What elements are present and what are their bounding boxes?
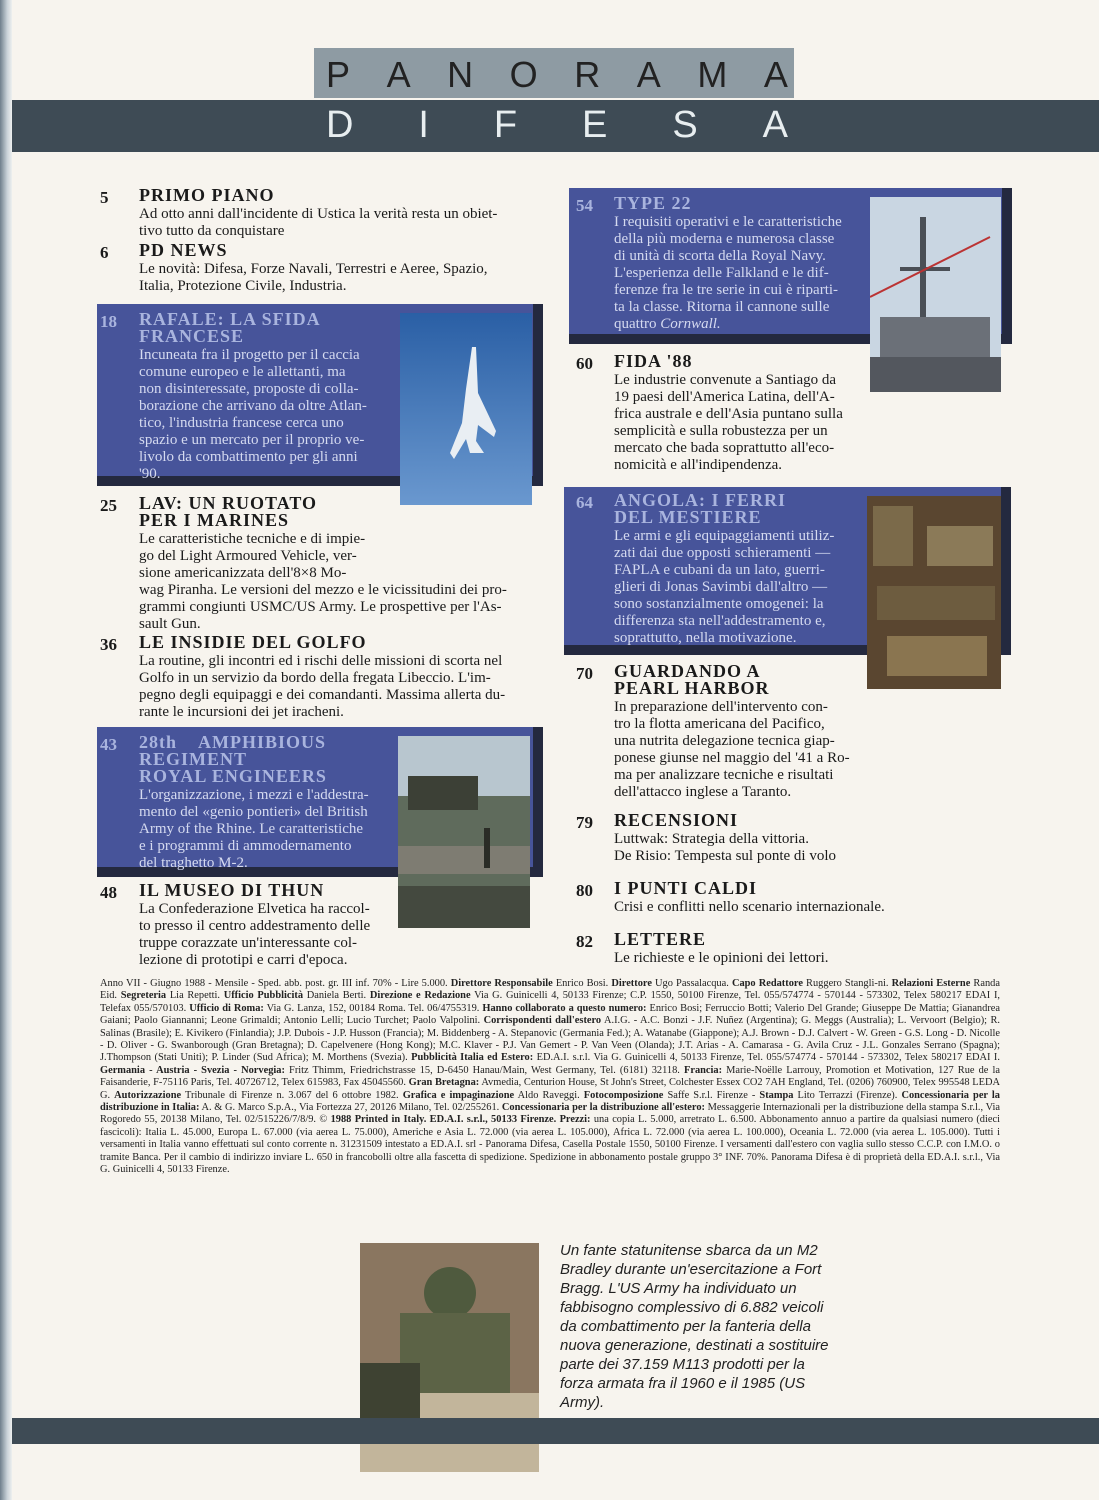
- credits-label: 1988 Printed in Italy. ED.A.I. s.r.l., 50133 Firenze. Prezzi:: [330, 1114, 591, 1126]
- credits-text: Lia Repetti.: [166, 990, 224, 1002]
- entry-title: ROYAL ENGINEERS: [139, 766, 327, 786]
- entry-description-line: livolo da combattimento per gli anni: [139, 449, 358, 465]
- credits-label: Segreteria: [120, 990, 167, 1002]
- entry-description-line: lezione di prototipi e carri d'epoca.: [139, 952, 348, 968]
- credits-label: Germania - Austria - Svezia - Norvegia:: [100, 1064, 285, 1076]
- entry-page-number: 43: [100, 735, 117, 754]
- masthead-letter: A: [762, 104, 788, 146]
- credits-label: Gran Bretagna:: [408, 1077, 480, 1089]
- entry-description-line: In preparazione dell'intervento con-: [614, 699, 828, 715]
- rafale-jet-photo: [400, 313, 532, 505]
- masthead-letter: R: [574, 54, 601, 95]
- entry-title: ANGOLA: I FERRI: [614, 490, 787, 510]
- entry-description-line: wag Piranha. Le versioni del mezzo e le vicissitudini dei pro-: [139, 582, 507, 598]
- entry-title: RECENSIONI: [614, 810, 739, 830]
- entry-description-line: tivo tutto da conquistare: [139, 223, 285, 239]
- entry-page-number: 48: [100, 883, 117, 902]
- credits-label: Hanno collaborato a questo numero:: [482, 1002, 647, 1014]
- masthead-letter: N: [447, 54, 474, 95]
- entry-description-line: truppe corazzate un'interessante col-: [139, 935, 358, 951]
- entry-description-line: Le caratteristiche tecniche e di impie-: [139, 531, 366, 547]
- angola-munitions-photo: [867, 496, 1001, 689]
- entry-description-line: sione americanizzata dell'8×8 Mo-: [139, 565, 347, 581]
- credits-text: Marie-Noëlle Larrouy, Promotion et Motivation, 127 Rue de la Faisanderie, F-75116 Paris, Tel. 40726712, Telex 615983, Fax 45045560.: [100, 1064, 1000, 1089]
- publication-credits: [100, 978, 1000, 1177]
- entry-description-line: '90.: [139, 466, 161, 482]
- entry-description-line: L'esperienza delle Falkland e le dif-: [614, 265, 829, 281]
- entry-description-line: borazione che arrivano da oltre Atlan-: [139, 398, 367, 414]
- entry-description-line: differenza sta nell'addestramento e,: [614, 613, 826, 629]
- entry-description-line: sono sostanzialmente omogenei: la: [614, 596, 824, 612]
- entry-description-line: Le novità: Difesa, Forze Navali, Terrestri e Aeree, Spazio,: [139, 261, 488, 277]
- magazine-spine: [0, 0, 12, 1500]
- credits-label: Direttore Responsabile: [450, 978, 553, 989]
- entry-description-line: tro la flotta americana del Pacifico,: [614, 716, 825, 732]
- credits-text: Messaggerie Internazionali per la distribuzione della stampa S.r.l., Via Rogoredo 55, 20138 Milano, Tel. 02/515226/7/8/9. ©: [100, 1102, 1000, 1126]
- entry-title: PRIMO PIANO: [139, 185, 275, 205]
- masthead-letter: O: [509, 54, 538, 95]
- bridge-ferry-photo: [398, 736, 530, 928]
- entry-page-number: 25: [100, 496, 117, 515]
- entry-page-number: 6: [100, 243, 109, 262]
- entry-description-line: del traghetto M-2.: [139, 855, 248, 871]
- credits-text: ED.A.I. s.r.l. Via G. Guinicelli 4, 50133 Firenze, Tel. 055/574774 - 570144 - 573302, Telex 580217 EDAI I.: [533, 1052, 1000, 1064]
- entry-description-line: pegno degli equipaggi e dei comandanti. Massima allerta du-: [139, 687, 506, 703]
- credits-label: Pubblicità Italia ed Estero:: [411, 1052, 534, 1064]
- credits-label: Grafica e impaginazione: [402, 1089, 515, 1101]
- entry-title: LE INSIDIE DEL GOLFO: [139, 632, 367, 652]
- credits-label: Francia:: [684, 1064, 723, 1076]
- entry-title: PD NEWS: [139, 240, 228, 260]
- entry-description-line: e i programmi di ammodernamento: [139, 838, 352, 854]
- entry-description-line: Le richieste e le opinioni dei lettori.: [614, 950, 829, 966]
- entry-description-line: Crisi e conflitti nello scenario internazionale.: [614, 899, 885, 915]
- entry-description-line: Luttwak: Strategia della vittoria.: [614, 831, 809, 847]
- masthead-word-panorama: [326, 54, 788, 94]
- entry-description-line: ta la classe. Ritorna il cannone sulle: [614, 299, 830, 315]
- entry-italic-text: Cornwall.: [656, 316, 721, 332]
- entry-title: PEARL HARBOR: [614, 678, 770, 698]
- entry-description-line: La Confederazione Elvetica ha raccol-: [139, 901, 370, 917]
- credits-label: Relazioni Esterne: [891, 978, 971, 989]
- entry-description-line: soprattutto, nella motivazione.: [614, 630, 797, 646]
- entry-description-line: De Risio: Tempesta sul ponte di volo: [614, 848, 836, 864]
- entry-page-number: 60: [576, 354, 593, 373]
- credits-label: Direzione e Redazione: [369, 990, 471, 1002]
- entry-title: TYPE 22: [614, 193, 692, 213]
- entry-title: I PUNTI CALDI: [614, 878, 758, 898]
- credits-label: Concessionaria per la distribuzione in Italia:: [100, 1089, 1000, 1114]
- entry-description-line: nomicità e all'indipendenza.: [614, 457, 783, 473]
- entry-description-line: una nutrita delegazione tecnica giap-: [614, 733, 835, 749]
- credits-text: Anno VII - Giugno 1988 - Mensile - Sped. abb. post. gr. III inf. 70% - Lire 5.000.: [100, 978, 451, 989]
- credits-text: Aldo Raveggi.: [514, 1089, 584, 1101]
- entry-description-line: go del Light Armoured Vehicle, ver-: [139, 548, 357, 564]
- entry-description-line: comune europeo e le allettanti, ma: [139, 364, 346, 380]
- entry-description-line: frica australe e dell'Asia puntano sulla: [614, 406, 843, 422]
- entry-description-line: Le armi e gli equipaggiamenti utiliz-: [614, 528, 835, 544]
- credits-label: Corrispondenti dall'estero: [483, 1015, 602, 1027]
- entry-description-line: Incuneata fra il progetto per il caccia: [139, 347, 360, 363]
- entry-page-number: 80: [576, 881, 593, 900]
- entry-page-number: 36: [100, 635, 117, 654]
- entry-description-line: ponese giunse nel maggio del '41 a Ro-: [614, 750, 850, 766]
- entry-description-line: L'organizzazione, i mezzi e l'addestra-: [139, 787, 369, 803]
- credits-text: Enrico Bosi; Ferruccio Botti; Valerio Del Grande; Giuseppe De Mattia; Gianandrea Gaiani; Paolo Giannanni; Leone Grimaldi; Antonio Lelli; Lucio Turchet; Paolo Valpolini.: [100, 1002, 1001, 1027]
- entry-page-number: 54: [576, 196, 593, 215]
- credits-label: Fotocomposizione: [583, 1089, 664, 1101]
- credits-text: Via G. Lanza, 152, 00184 Roma. Tel. 06/4755319.: [263, 1002, 483, 1014]
- entry-page-number: 70: [576, 664, 593, 683]
- credits-label: Autorizzazione: [114, 1089, 182, 1101]
- masthead-word-difesa: [326, 104, 788, 148]
- credits-label: Direttore: [611, 978, 652, 989]
- masthead-letter: A: [636, 54, 661, 95]
- entry-title: FRANCESE: [139, 326, 245, 346]
- entry-description-line: quattro Cornwall.: [614, 316, 721, 332]
- entry-description-line: della più moderna e numerosa classe: [614, 231, 835, 247]
- masthead-letter: A: [763, 54, 788, 95]
- entry-title: GUARDANDO A: [614, 661, 761, 681]
- entry-description-line: spazio e un mercato per il proprio ve-: [139, 432, 365, 448]
- masthead-letter: A: [386, 54, 411, 95]
- entry-description-line: Ad otto anni dall'incidente di Ustica la verità resta un obiet-: [139, 206, 498, 222]
- entry-page-number: 5: [100, 188, 109, 207]
- credits-text: Ruggero Stangli-ni.: [802, 978, 892, 989]
- credits-text: una copia L. 5.000, arretrato L. 6.500. Abbonamento annuo a partire da qualsiasi numero (dieci fascicoli): Italia L. 45.000, Europa L. 67.000 (via aerea L. 75.000), Americhe e Asia L. 72.000 (via aerea L. 105.000), Africa L. 72.000 (via aerea L. 100.000), Oceania L. 72.000 (via aerea L. 105.000). Tutti i versamenti in Italia vanno effettuati sul conto corrente n. 31231509 intestato a ED.A.I. srl - Panorama Difesa, Casella Postale 1550, 50100 Firenze. I versamenti dall'estero con vaglia sullo stesso C.C.P. con I.M.O. o tramite Banca. Per il cambio di indirizzo inviare L. 650 in francobolli oltre alla fascetta di spedizione. Spedizione in abbonamento postale gruppo 3° INF. 70%. Panorama Difesa è di proprietà della ED.A.I. s.r.l., Via G. Guinicelli 4, 50133 Firenze.: [100, 1114, 1000, 1176]
- credits-text: Tribunale di Firenze n. 3.067 del 6 ottobre 1982.: [181, 1089, 403, 1101]
- credits-text: Fritz Thimm, Friedrichstrasse 15, D-6450 Hanau/Main, West Germany, Tel. (6181) 32118.: [284, 1064, 684, 1076]
- credits-text: Lito Terrazzi (Firenze).: [793, 1089, 902, 1101]
- entry-description-line: zati dai due opposti schieramenti —: [614, 545, 831, 561]
- entry-description-line: mento del «genio pontieri» del British: [139, 804, 368, 820]
- credits-label: Ufficio di Roma:: [189, 1002, 264, 1014]
- entry-title: RAFALE: LA SFIDA: [139, 309, 321, 329]
- entry-description-line: to presso il centro addestramento delle: [139, 918, 371, 934]
- masthead-letter: M: [697, 54, 728, 95]
- entry-description-line: sault Gun.: [139, 616, 201, 632]
- entry-description-line: rante le incursioni dei jet iracheni.: [139, 704, 344, 720]
- entry-description-line: 19 paesi dell'America Latina, dell'A-: [614, 389, 835, 405]
- credits-text: Randa Eid.: [100, 978, 1000, 1002]
- masthead-letter: D: [326, 104, 354, 146]
- masthead-letter: E: [582, 104, 608, 146]
- masthead-letter: F: [493, 104, 518, 146]
- entry-description-line: grammi congiunti USMC/US Army. Le prospettive per l'As-: [139, 599, 502, 615]
- photo-caption: Un fante statunitense sbarca da un M2 Bradley durante un'esercitazione a Fort Bragg. L'US Army ha individuato un fabbisogno complessivo di 6.882 veicoli da combattimento per la fanteria della nuova generazione, destinati a sostituire parte dei 37.159 M113 prodotti per la forza armata fra il 1960 e il 1985 (US Army).: [560, 1242, 829, 1411]
- entry-title: FIDA '88: [614, 351, 693, 371]
- credits-label: Ufficio Pubblicità: [223, 990, 304, 1002]
- entry-description-line: tico, l'industria francese cerca uno: [139, 415, 344, 431]
- credits-label: Capo Redattore: [731, 978, 803, 989]
- credits-text: Saffe S.r.l. Firenze -: [663, 1089, 760, 1101]
- entry-description-line: Le industrie convenute a Santiago da: [614, 372, 837, 388]
- credits-text: Ugo Passalacqua.: [651, 978, 732, 989]
- entry-description-line: FAPLA e cubani da un lato, guerri-: [614, 562, 825, 578]
- entry-title: 28th AMPHIBIOUS: [139, 732, 327, 752]
- credits-label: Concessionaria per la distribuzione all'estero:: [501, 1102, 705, 1114]
- entry-description-line: non disinteressate, proposte di colla-: [139, 381, 359, 397]
- entry-page-number: 64: [576, 493, 593, 512]
- credits-text: Avmedia, Centurion House, St John's Street, Colchester Essex CO2 7AH England, Tel. (0206) 760900, Telex 995548 LEDA G.: [100, 1077, 1000, 1101]
- entry-description-line: La routine, gli incontri ed i rischi delle missioni di scorta nel: [139, 653, 503, 669]
- entry-description-line: Army of the Rhine. Le caratteristiche: [139, 821, 364, 837]
- entry-title: PER I MARINES: [139, 510, 290, 530]
- entry-description-line: glieri di Jonas Savimbi dall'altro —: [614, 579, 828, 595]
- entry-title: LETTERE: [614, 929, 707, 949]
- type22-frigate-photo: [870, 197, 1001, 392]
- entry-description-line: semplicità e sulla robustezza per un: [614, 423, 828, 439]
- entry-page-number: 18: [100, 312, 117, 331]
- entry-page-number: 79: [576, 813, 593, 832]
- entry-title: LAV: UN RUOTATO: [139, 493, 318, 513]
- bottom-band: [12, 1418, 1099, 1444]
- credits-text: Daniela Berti.: [303, 990, 370, 1002]
- entry-title: IL MUSEO DI THUN: [139, 880, 325, 900]
- entry-description-line: Golfo in un servizio da bordo della fregata Libeccio. L'im-: [139, 670, 491, 686]
- entry-description-line: di unità di scorta della Royal Navy.: [614, 248, 826, 264]
- entry-description-line: dell'attacco inglese a Taranto.: [614, 784, 792, 800]
- credits-text: A. & G. Marco S.p.A., Via Fortezza 27, 20126 Milano, Tel. 02/255261.: [199, 1102, 502, 1114]
- entry-description-line: I requisiti operativi e le caratteristiche: [614, 214, 842, 230]
- entry-title: REGIMENT: [139, 749, 248, 769]
- entry-description-line: ma per analizzare tecniche e risultati: [614, 767, 834, 783]
- credits-text: Enrico Bosi.: [552, 978, 612, 989]
- entry-description-line: mercato che bada soprattutto all'eco-: [614, 440, 835, 456]
- entry-page-number: 82: [576, 932, 593, 951]
- masthead-letter: P: [326, 54, 351, 95]
- credits-text: A.I.G. - A.C. Bonzi - J.F. Nuñez (Argentina); G. Meggs (Australia); L. Vervoort (Belgio); R. Salinas (Brasile); E. Kivikero (Finlandia); J.P. Dubois - J.P. Husson (Francia); M. Biddenberg - A. Stepanovic (Germania Fed.); A. Watanabe (Giappone); A.J. Brown - D.J. Calvert - W. Green - G.S. Long - D. Nicolle - D. Oliver - G. Swanborough (Gran Bretagna); D. Capelvenere (Hong Kong); M.C. Klaver - P.J. Van Gemert - P. Van Veen (Olanda); J.T. Arias - A. Camarasa - G. Avila Cruz - J.L. Gonzales Serrano (Spagna); J.Thompson (Stati Uniti); P. Linder (Sud Africa); M. Morthens (Svezia).: [100, 1015, 1001, 1064]
- credits-text: Via G. Guinicelli 4, 50133 Firenze; C.P. 1550, 50100 Firenze, Tel. 055/574774 - 570144 - 573302, Telex 580217 EDAI I, Telefax 055/570103.: [100, 990, 1001, 1014]
- entry-title: DEL MESTIERE: [614, 507, 762, 527]
- masthead-letter: S: [672, 104, 698, 146]
- entry-description-line: Italia, Protezione Civile, Industria.: [139, 278, 347, 294]
- entry-description-line: ferenze fra le tre serie in cui è riparti-: [614, 282, 839, 298]
- masthead-letter: I: [418, 104, 429, 146]
- credits-label: Stampa: [759, 1089, 794, 1101]
